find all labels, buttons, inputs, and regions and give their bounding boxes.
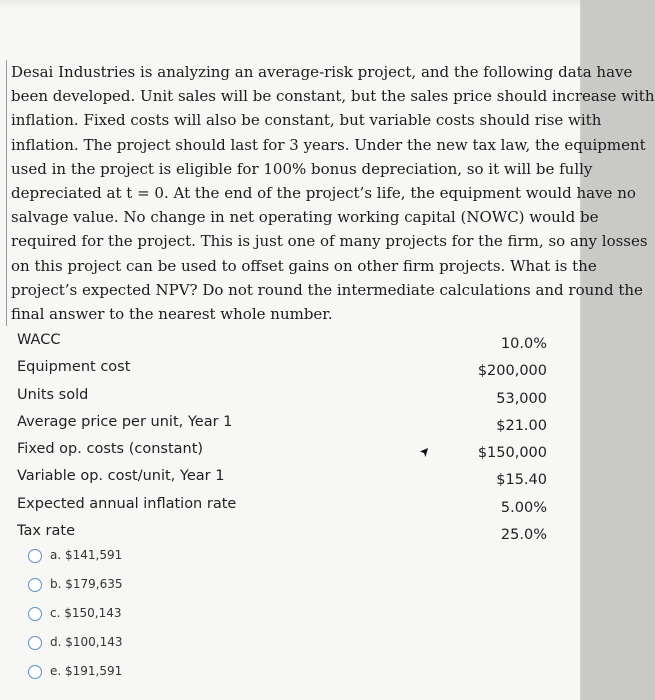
question-line: been developed. Unit sales will be constant, but the sales price should increase with <box>11 87 655 106</box>
option-label: e. $191,591 <box>50 664 123 678</box>
row-label: Tax rate <box>17 523 75 540</box>
row-label: Average price per unit, Year 1 <box>17 413 233 430</box>
row-label: Variable op. cost/unit, Year 1 <box>17 468 225 485</box>
question-line: on this project can be used to offset gains on other firm projects. What is the <box>11 256 597 275</box>
row-value: 10.0% <box>500 336 547 352</box>
row-label: WACC <box>17 332 61 348</box>
mouse-cursor-icon <box>418 446 432 465</box>
row-value: $15.40 <box>496 472 547 489</box>
table-row <box>10 410 550 437</box>
question-line: inflation. Fixed costs will also be constant, but variable costs should rise with <box>11 111 602 130</box>
radio-button[interactable] <box>28 665 42 679</box>
table-row <box>10 355 550 382</box>
answer-options <box>28 546 328 691</box>
question-line: salvage value. No change in net operating working capital (NOWC) would be <box>11 208 599 227</box>
row-label: Fixed op. costs (constant) <box>17 441 204 458</box>
table-row <box>10 519 550 546</box>
radio-button[interactable] <box>28 607 42 621</box>
row-value: 5.00% <box>500 499 547 516</box>
table-row <box>10 383 550 410</box>
row-value: 53,000 <box>496 390 547 407</box>
radio-button[interactable] <box>28 578 42 592</box>
option-label: c. $150,143 <box>50 606 122 620</box>
row-label: Equipment cost <box>17 359 131 376</box>
question-line: used in the project is eligible for 100% bonus depreciation, so it will be fully <box>11 159 593 178</box>
table-row <box>10 328 550 355</box>
data-table <box>10 328 550 546</box>
answer-option-b[interactable] <box>28 575 328 604</box>
question-line: inflation. The project should last for 3 years. Under the new tax law, the equipment <box>11 135 646 154</box>
table-row <box>10 464 550 491</box>
table-row <box>10 492 550 519</box>
row-value: $150,000 <box>477 445 547 462</box>
option-label: a. $141,591 <box>50 548 123 562</box>
answer-option-e[interactable] <box>28 662 328 691</box>
option-label: d. $100,143 <box>50 635 123 649</box>
answer-option-c[interactable] <box>28 604 328 633</box>
question-line: required for the project. This is just one of many projects for the firm, so any losses <box>11 232 648 251</box>
answer-option-a[interactable] <box>28 546 328 575</box>
question-text <box>6 60 655 326</box>
top-strip <box>0 0 580 8</box>
row-label: Units sold <box>17 386 89 403</box>
row-label: Expected annual inflation rate <box>17 495 237 512</box>
row-value: $200,000 <box>477 363 547 380</box>
radio-button[interactable] <box>28 549 42 563</box>
answer-option-d[interactable] <box>28 633 328 662</box>
radio-button[interactable] <box>28 636 42 650</box>
question-line: depreciated at t = 0. At the end of the project’s life, the equipment would have no <box>11 184 636 203</box>
row-value: 25.0% <box>500 527 547 544</box>
option-label: b. $179,635 <box>50 577 123 591</box>
row-value: $21.00 <box>496 417 547 434</box>
table-row <box>10 437 550 464</box>
question-line: project’s expected NPV? Do not round the intermediate calculations and round the <box>11 280 643 299</box>
question-line: Desai Industries is analyzing an average-risk project, and the following data have <box>11 63 633 81</box>
question-line: final answer to the nearest whole number. <box>11 305 333 324</box>
